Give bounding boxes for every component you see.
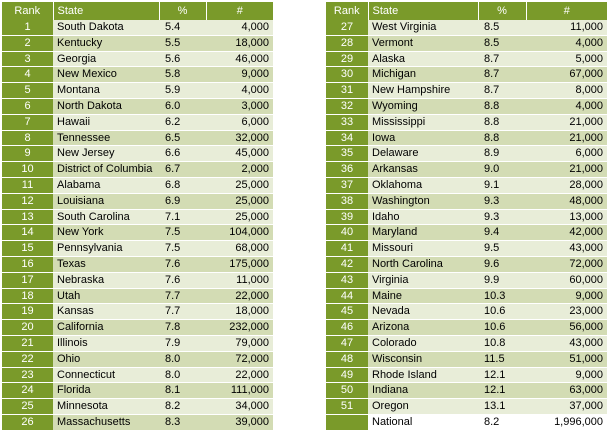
state-cell: Utah	[53, 288, 159, 304]
num-cell: 4,000	[526, 98, 607, 114]
pct-cell: 10.6	[478, 304, 526, 320]
table-row	[326, 256, 607, 272]
num-cell: 18,000	[206, 35, 273, 51]
state-cell: Massachusetts	[53, 414, 159, 430]
table-row	[326, 114, 607, 130]
pct-cell: 8.7	[478, 51, 526, 67]
table-row	[326, 383, 607, 399]
rank-cell: 28	[326, 35, 368, 51]
state-cell: Kentucky	[53, 35, 159, 51]
header-rank: Rank	[326, 2, 368, 20]
state-cell: Idaho	[368, 209, 478, 225]
pct-cell: 7.5	[159, 225, 206, 241]
state-cell: New Hampshire	[368, 83, 478, 99]
num-cell: 23,000	[526, 304, 607, 320]
table-row	[326, 367, 607, 383]
num-cell: 9,000	[526, 288, 607, 304]
pct-cell: 6.9	[159, 193, 206, 209]
pct-cell: 13.1	[478, 399, 526, 415]
rank-cell: 38	[326, 193, 368, 209]
pct-cell: 12.1	[478, 367, 526, 383]
num-cell: 72,000	[526, 256, 607, 272]
pct-cell: 9.1	[478, 177, 526, 193]
num-cell: 63,000	[526, 383, 607, 399]
rank-cell: 1	[2, 20, 53, 35]
num-cell: 48,000	[526, 193, 607, 209]
rank-cell: 32	[326, 98, 368, 114]
rank-cell: 9	[2, 146, 53, 162]
state-cell: Maryland	[368, 225, 478, 241]
num-cell: 175,000	[206, 256, 273, 272]
num-cell: 22,000	[206, 367, 273, 383]
table-row	[326, 320, 607, 336]
state-cell: Louisiana	[53, 193, 159, 209]
pct-cell: 5.6	[159, 51, 206, 67]
table-row	[2, 51, 273, 67]
num-cell: 25,000	[206, 193, 273, 209]
rank-cell: 43	[326, 272, 368, 288]
table-row	[326, 288, 607, 304]
pct-cell: 8.8	[478, 130, 526, 146]
table-row	[2, 256, 273, 272]
rank-cell: 18	[2, 288, 53, 304]
num-cell: 28,000	[526, 177, 607, 193]
pct-cell: 7.1	[159, 209, 206, 225]
rank-cell: 29	[326, 51, 368, 67]
num-cell: 39,000	[206, 414, 273, 430]
table-row	[326, 20, 607, 35]
pct-cell: 6.8	[159, 177, 206, 193]
table-row	[326, 193, 607, 209]
num-cell: 22,000	[206, 288, 273, 304]
state-cell: Michigan	[368, 67, 478, 83]
pct-cell: 8.0	[159, 367, 206, 383]
rank-cell: 15	[2, 241, 53, 257]
pct-cell: 8.2	[478, 414, 526, 430]
table-row	[2, 414, 273, 430]
table-row	[2, 320, 273, 336]
num-cell: 34,000	[206, 399, 273, 415]
table-row	[2, 83, 273, 99]
pct-cell: 8.5	[478, 35, 526, 51]
pct-cell: 8.7	[478, 67, 526, 83]
state-cell: Montana	[53, 83, 159, 99]
rank-cell: 2	[2, 35, 53, 51]
table-row	[2, 35, 273, 51]
table-row	[326, 399, 607, 415]
pct-cell: 9.4	[478, 225, 526, 241]
header-num: #	[526, 2, 607, 20]
pct-cell: 11.5	[478, 351, 526, 367]
rank-cell: 16	[2, 256, 53, 272]
table-header-row	[326, 2, 607, 20]
num-cell: 3,000	[206, 98, 273, 114]
rank-cell: 25	[2, 399, 53, 415]
pct-cell: 10.6	[478, 320, 526, 336]
pct-cell: 8.7	[478, 83, 526, 99]
table-row	[2, 351, 273, 367]
table-row	[326, 225, 607, 241]
state-cell: West Virginia	[368, 20, 478, 35]
table-row	[2, 241, 273, 257]
rank-cell: 20	[2, 320, 53, 336]
num-cell: 9,000	[206, 67, 273, 83]
state-cell: Delaware	[368, 146, 478, 162]
national-row	[326, 414, 607, 430]
table-row	[326, 98, 607, 114]
state-cell: South Carolina	[53, 209, 159, 225]
num-cell: 232,000	[206, 320, 273, 336]
table-row	[2, 399, 273, 415]
table-row	[326, 130, 607, 146]
rank-cell: 46	[326, 320, 368, 336]
pct-cell: 6.5	[159, 130, 206, 146]
num-cell: 9,000	[526, 367, 607, 383]
num-cell: 79,000	[206, 335, 273, 351]
rank-cell: 50	[326, 383, 368, 399]
state-cell: Georgia	[53, 51, 159, 67]
num-cell: 104,000	[206, 225, 273, 241]
num-cell: 18,000	[206, 304, 273, 320]
state-cell: Pennsylvania	[53, 241, 159, 257]
num-cell: 72,000	[206, 351, 273, 367]
header-num: #	[206, 2, 273, 20]
pct-cell: 10.3	[478, 288, 526, 304]
rank-cell: 33	[326, 114, 368, 130]
rank-cell: 23	[2, 367, 53, 383]
rank-cell: 17	[2, 272, 53, 288]
num-cell: 67,000	[526, 67, 607, 83]
num-cell: 37,000	[526, 399, 607, 415]
num-cell: 5,000	[526, 51, 607, 67]
state-cell: Nevada	[368, 304, 478, 320]
num-cell: 4,000	[206, 83, 273, 99]
pct-cell: 7.6	[159, 256, 206, 272]
pct-cell: 8.3	[159, 414, 206, 430]
pct-cell: 9.9	[478, 272, 526, 288]
table-row	[326, 209, 607, 225]
rank-cell: 48	[326, 351, 368, 367]
pct-cell: 8.0	[159, 351, 206, 367]
num-cell: 11,000	[206, 272, 273, 288]
table-row	[2, 98, 273, 114]
rank-cell: 30	[326, 67, 368, 83]
table-row	[326, 35, 607, 51]
table-header-row	[2, 2, 273, 20]
pct-cell: 9.6	[478, 256, 526, 272]
pct-cell: 5.4	[159, 20, 206, 35]
pct-cell: 7.9	[159, 335, 206, 351]
rank-cell: 42	[326, 256, 368, 272]
pct-cell: 5.8	[159, 67, 206, 83]
table-row	[2, 67, 273, 83]
header-pct: %	[159, 2, 206, 20]
num-cell: 2,000	[206, 162, 273, 178]
num-cell: 60,000	[526, 272, 607, 288]
pct-cell: 6.2	[159, 114, 206, 130]
num-cell: 21,000	[526, 130, 607, 146]
rank-cell: 40	[326, 225, 368, 241]
rank-cell: 41	[326, 241, 368, 257]
pct-cell: 5.9	[159, 83, 206, 99]
rank-cell: 26	[2, 414, 53, 430]
state-cell: Oregon	[368, 399, 478, 415]
table-row	[2, 130, 273, 146]
state-cell: Alaska	[368, 51, 478, 67]
pct-cell: 9.5	[478, 241, 526, 257]
state-cell: Oklahoma	[368, 177, 478, 193]
state-cell: Iowa	[368, 130, 478, 146]
table-row	[2, 367, 273, 383]
rank-cell: 19	[2, 304, 53, 320]
state-cell: Florida	[53, 383, 159, 399]
table-row	[2, 114, 273, 130]
rank-cell: 31	[326, 83, 368, 99]
table-row	[326, 351, 607, 367]
state-cell: California	[53, 320, 159, 336]
pct-cell: 8.5	[478, 20, 526, 35]
rank-cell: 4	[2, 67, 53, 83]
num-cell: 111,000	[206, 383, 273, 399]
pct-cell: 7.7	[159, 304, 206, 320]
pct-cell: 8.9	[478, 146, 526, 162]
state-cell: Maine	[368, 288, 478, 304]
state-cell: Nebraska	[53, 272, 159, 288]
state-cell: Minnesota	[53, 399, 159, 415]
rank-cell: 7	[2, 114, 53, 130]
table-row	[326, 67, 607, 83]
state-cell: New York	[53, 225, 159, 241]
rank-cell: 13	[2, 209, 53, 225]
num-cell: 68,000	[206, 241, 273, 257]
rank-cell: 44	[326, 288, 368, 304]
rank-cell: 35	[326, 146, 368, 162]
pct-cell: 7.6	[159, 272, 206, 288]
num-cell: 25,000	[206, 177, 273, 193]
table-row	[2, 146, 273, 162]
num-cell: 1,996,000	[526, 414, 607, 430]
rank-cell: 10	[2, 162, 53, 178]
table-row	[326, 241, 607, 257]
rank-cell: 6	[2, 98, 53, 114]
table-row	[2, 335, 273, 351]
num-cell: 8,000	[526, 83, 607, 99]
rank-cell: 5	[2, 83, 53, 99]
table-row	[2, 177, 273, 193]
num-cell: 25,000	[206, 209, 273, 225]
num-cell: 51,000	[526, 351, 607, 367]
state-cell: Colorado	[368, 335, 478, 351]
num-cell: 21,000	[526, 114, 607, 130]
table-row	[2, 193, 273, 209]
state-cell: Illinois	[53, 335, 159, 351]
table-row	[2, 162, 273, 178]
rank-cell: 8	[2, 130, 53, 146]
pct-cell: 7.8	[159, 320, 206, 336]
state-cell: Hawaii	[53, 114, 159, 130]
state-cell: Wisconsin	[368, 351, 478, 367]
table-row	[2, 288, 273, 304]
state-cell: Ohio	[53, 351, 159, 367]
state-cell: North Carolina	[368, 256, 478, 272]
state-cell: District of Columbia	[53, 162, 159, 178]
state-cell: Virginia	[368, 272, 478, 288]
state-cell: Wyoming	[368, 98, 478, 114]
num-cell: 4,000	[206, 20, 273, 35]
state-cell: Mississippi	[368, 114, 478, 130]
num-cell: 43,000	[526, 335, 607, 351]
num-cell: 32,000	[206, 130, 273, 146]
num-cell: 21,000	[526, 162, 607, 178]
pct-cell: 7.7	[159, 288, 206, 304]
state-cell: Tennessee	[53, 130, 159, 146]
rank-cell: 21	[2, 335, 53, 351]
rank-cell: 22	[2, 351, 53, 367]
num-cell: 42,000	[526, 225, 607, 241]
state-cell: Arizona	[368, 320, 478, 336]
num-cell: 45,000	[206, 146, 273, 162]
table-row	[326, 51, 607, 67]
state-cell: North Dakota	[53, 98, 159, 114]
num-cell: 6,000	[526, 146, 607, 162]
pct-cell: 8.8	[478, 98, 526, 114]
header-state: State	[53, 2, 159, 20]
state-cell: Arkansas	[368, 162, 478, 178]
state-cell: Connecticut	[53, 367, 159, 383]
table-row	[326, 177, 607, 193]
pct-cell: 6.6	[159, 146, 206, 162]
rank-cell: 34	[326, 130, 368, 146]
header-state: State	[368, 2, 478, 20]
state-cell: National	[368, 414, 478, 430]
pct-cell: 5.5	[159, 35, 206, 51]
num-cell: 56,000	[526, 320, 607, 336]
rank-cell: 45	[326, 304, 368, 320]
state-cell: Texas	[53, 256, 159, 272]
rank-cell: 49	[326, 367, 368, 383]
rank-table-left	[2, 2, 273, 431]
state-cell: Alabama	[53, 177, 159, 193]
rank-cell: 14	[2, 225, 53, 241]
pct-cell: 7.5	[159, 241, 206, 257]
num-cell: 46,000	[206, 51, 273, 67]
pct-cell: 9.0	[478, 162, 526, 178]
pct-cell: 6.0	[159, 98, 206, 114]
num-cell: 13,000	[526, 209, 607, 225]
state-cell: Rhode Island	[368, 367, 478, 383]
num-cell: 6,000	[206, 114, 273, 130]
rank-cell: 27	[326, 20, 368, 35]
table-row	[2, 20, 273, 35]
pct-cell: 8.8	[478, 114, 526, 130]
pct-cell: 9.3	[478, 209, 526, 225]
table-row	[2, 304, 273, 320]
rank-cell: 11	[2, 177, 53, 193]
rank-table-right	[326, 2, 607, 431]
pct-cell: 12.1	[478, 383, 526, 399]
rank-cell: 24	[2, 383, 53, 399]
rank-cell: 3	[2, 51, 53, 67]
pct-cell: 6.7	[159, 162, 206, 178]
table-row	[2, 272, 273, 288]
state-cell: Missouri	[368, 241, 478, 257]
state-cell: Indiana	[368, 383, 478, 399]
num-cell: 43,000	[526, 241, 607, 257]
rank-cell	[326, 414, 368, 430]
rank-cell: 51	[326, 399, 368, 415]
rank-cell: 12	[2, 193, 53, 209]
state-cell: New Jersey	[53, 146, 159, 162]
rank-cell: 39	[326, 209, 368, 225]
state-cell: Washington	[368, 193, 478, 209]
table-row	[326, 83, 607, 99]
num-cell: 4,000	[526, 35, 607, 51]
header-rank: Rank	[2, 2, 53, 20]
table-row	[326, 272, 607, 288]
table-row	[326, 162, 607, 178]
state-cell: New Mexico	[53, 67, 159, 83]
state-cell: Vermont	[368, 35, 478, 51]
header-pct: %	[478, 2, 526, 20]
pct-cell: 8.2	[159, 399, 206, 415]
pct-cell: 9.3	[478, 193, 526, 209]
table-row	[326, 146, 607, 162]
table-row	[326, 335, 607, 351]
pct-cell: 8.1	[159, 383, 206, 399]
state-cell: South Dakota	[53, 20, 159, 35]
table-row	[2, 225, 273, 241]
table-row	[2, 209, 273, 225]
table-row	[2, 383, 273, 399]
rank-cell: 37	[326, 177, 368, 193]
rank-cell: 47	[326, 335, 368, 351]
table-row	[326, 304, 607, 320]
pct-cell: 10.8	[478, 335, 526, 351]
num-cell: 11,000	[526, 20, 607, 35]
state-cell: Kansas	[53, 304, 159, 320]
rank-cell: 36	[326, 162, 368, 178]
